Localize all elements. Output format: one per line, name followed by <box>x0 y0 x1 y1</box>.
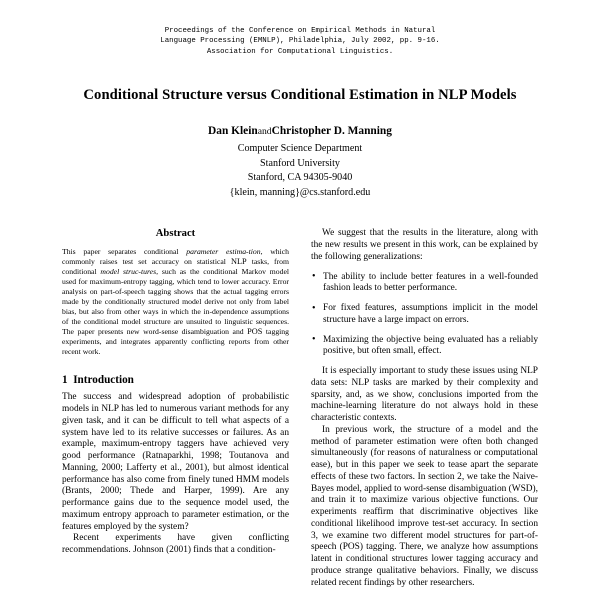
section-1-title: Introduction <box>73 374 134 387</box>
abstract-text-5: tagging experiments, and integrates apparently conflicting reports from other recent work. <box>62 326 289 356</box>
venue-line-2: Language Processing (EMNLP), Philadelphia, July 2002, pp. 9-16. <box>160 37 440 46</box>
abstract-italic-2b: tures <box>140 267 157 277</box>
abstract-smallcaps-nlp: NLP <box>230 257 247 267</box>
abstract-text-1: This paper separates conditional <box>62 247 187 257</box>
affiliation-line-2: Stanford University <box>260 157 340 169</box>
right-paragraph-3: In previous work, the structure of a model and the method of parameter estimation were often both changed simultaneously (for reasons of naturalness or computational ease), but in this paper we seek to tease apart the separate effects of these two factors. In section 2, we take the Naive-Bayes model, applied to word-sense disambiguation (WSD), and train it to maximize various objective functions. Our experiments reaffirm that discriminative objectives like conditional likelihood improve test-set accuracy. In section 3, we examine two different model structures for part-of-speech (POS) tagging. There, we analyze how assumptions latent in conditional structures lower tagging accuracy and produce strange qualitative behaviors. Finally, we discuss related recent findings by other researchers. <box>311 424 538 588</box>
abstract-text-2: , which commonly raises test set accuracy on statistical <box>62 247 289 267</box>
section-1-number: 1 <box>62 374 68 387</box>
section-1-paragraph-2: Recent experiments have given conflicting recommendations. Johnson (2001) finds that a condition- <box>62 533 289 556</box>
abstract-text-4: , such as the conditional Markov model used for maximum-entropy tagging, which tend to lower accuracy. Error analysis on part-of-speech tagging shows that the actual tagging errors made by the conditionally structured model derive not only from label bias, but also from other ways in which the in-dependence assumptions of the conditional model structure are unsuited to linguistic sequences. The paper presents new word-sense disambiguation and <box>62 267 289 336</box>
affiliation <box>62 142 538 185</box>
right-column <box>311 228 538 589</box>
right-paragraph-2: It is especially important to study these issues using NLP data sets: NLP tasks are marked by their complexity and sparsity, and, as we show, conclusions imported from the machine-learning literature do not always hold in these characteristic contexts. <box>311 366 538 424</box>
two-column-body <box>62 228 538 589</box>
list-item: • For fixed features, assumptions implicit in the model structure have a large impact on errors. <box>311 303 538 327</box>
affiliation-line-1: Computer Science Department <box>237 143 363 155</box>
abstract-italic-1: parameter estima- <box>186 247 249 257</box>
paper-title: Conditional Structure versus Conditional Estimation in NLP Models <box>83 87 517 104</box>
abstract-paragraph <box>62 247 289 356</box>
abstract-italic-2: model struc- <box>100 267 141 277</box>
section-1-heading <box>62 374 289 386</box>
venue-line-3: Association for Computational Linguistics. <box>206 47 394 56</box>
generalizations-list <box>311 272 538 359</box>
author-list <box>62 125 538 137</box>
right-paragraph-1: We suggest that the results in the literature, along with the new results we present in this work, can be explained by the following generalizations: <box>311 228 538 262</box>
venue-line-1: Proceedings of the Conference on Empirical Methods in Natural <box>164 27 436 35</box>
section-1-paragraph-1: The success and widespread adoption of probabilistic models in NLP has led to numerous variant methods for any given task, and it can be difficult to tell what aspects of a system have led to its relative successes or failures. As an example, maximum-entropy taggers have achieved very good performance (Ratnaparkhi, 1998; Toutanova and Manning, 2000; Lafferty et al., 2001), but almost identical performance has also come from finely tuned HMM models (Brants, 2000; Thede and Harper, 1999). Are any performance gains due to the sequence model used, the maximum entropy approach to parameter estimation, or the features employed by the system? <box>62 392 289 532</box>
section-1-body <box>62 392 289 557</box>
abstract-text-3: tasks, from conditional <box>62 257 289 277</box>
venue-header <box>62 26 538 57</box>
author-1: Dan Klein <box>208 125 258 138</box>
left-column <box>62 228 289 589</box>
abstract-body <box>62 247 289 356</box>
abstract-heading: Abstract <box>155 228 196 240</box>
list-item: • The ability to include better features in a well-founded fashion leads to better performance. <box>311 272 538 296</box>
contact-email: {klein, manning}@cs.stanford.edu <box>229 187 371 199</box>
abstract-italic-1b: tion <box>248 247 261 257</box>
author-2: Christopher D. Manning <box>271 125 392 138</box>
author-conjunction: and <box>257 126 272 138</box>
abstract-smallcaps-pos: POS <box>247 326 263 336</box>
right-column-body <box>311 228 538 589</box>
affiliation-line-3: Stanford, CA 94305-9040 <box>247 172 353 184</box>
list-item: • Maximizing the objective being evaluated has a reliably positive, but often small, effect. <box>311 335 538 359</box>
